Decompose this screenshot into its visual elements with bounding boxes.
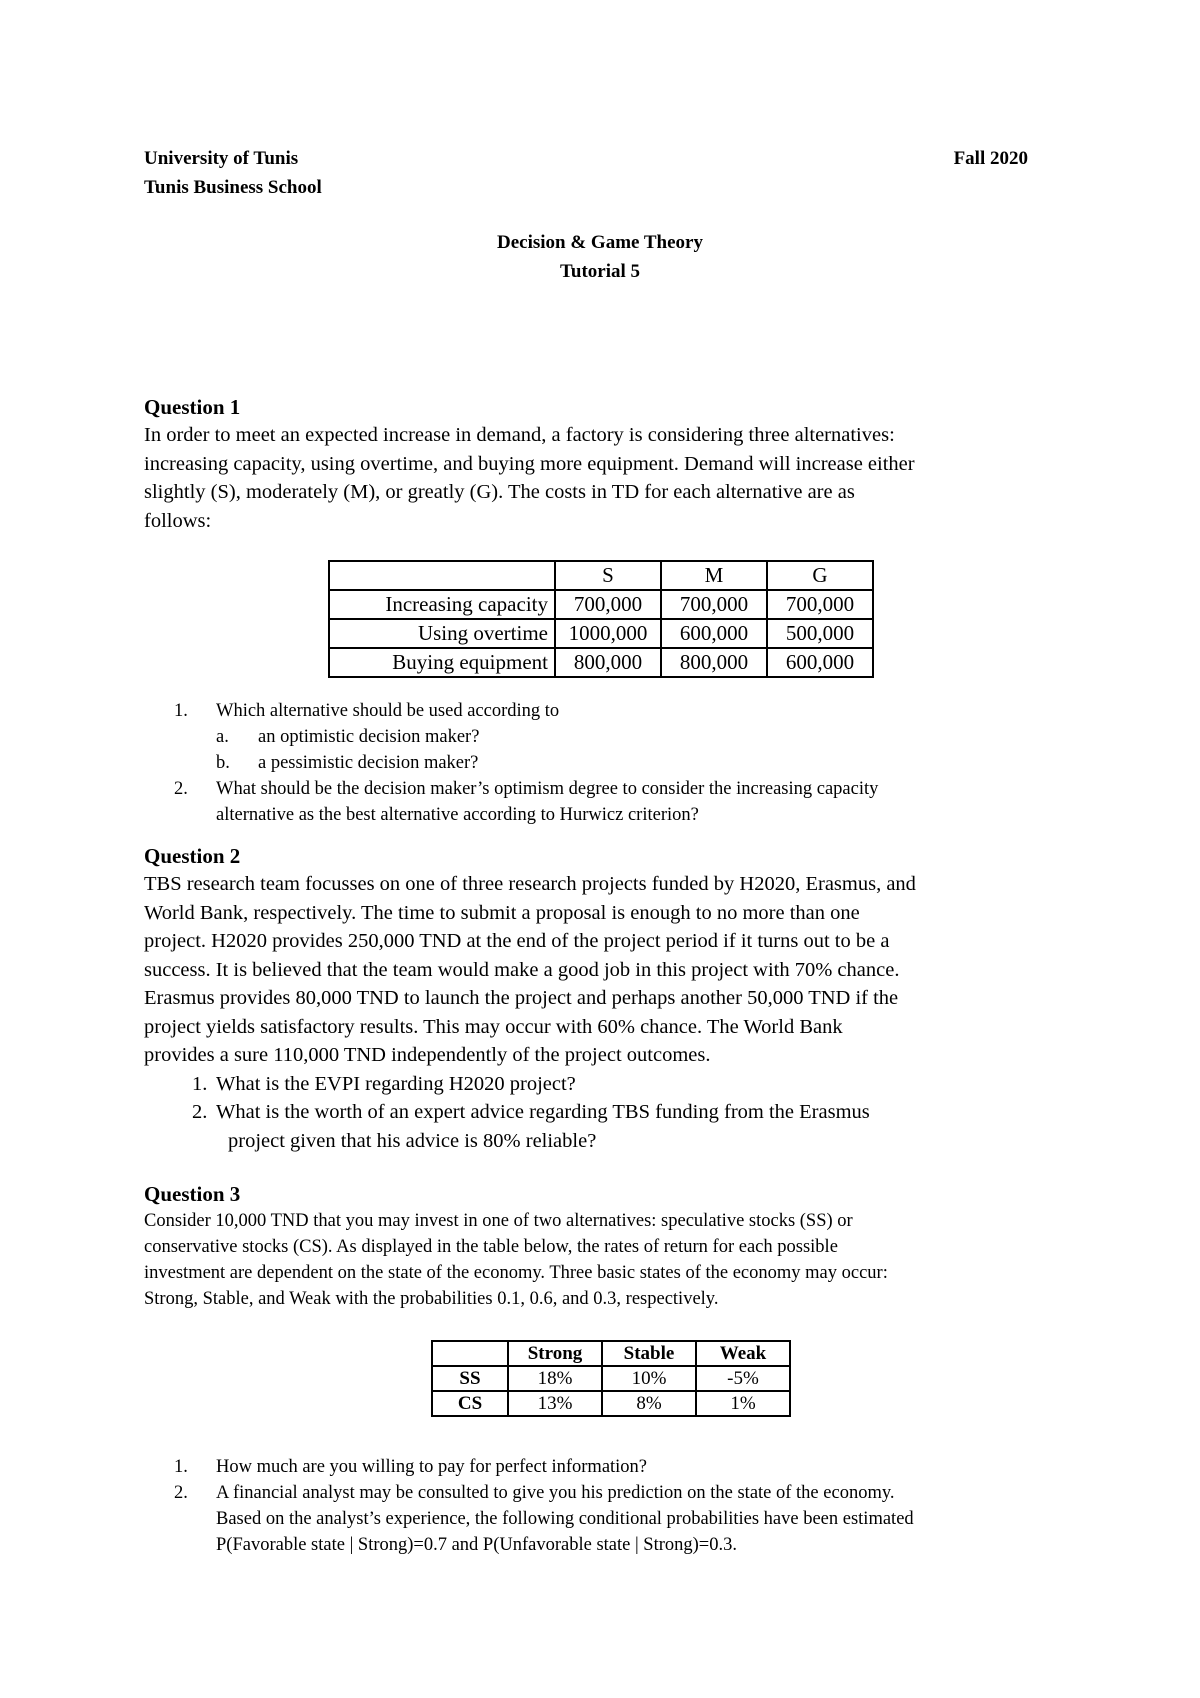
q1-intro-line: In order to meet an expected increase in demand, a factory is considering three alternatives: bbox=[144, 424, 895, 446]
q2-line: project. H2020 provides 250,000 TND at the end of the project period if it turns out to be a bbox=[144, 930, 890, 952]
term-label: Fall 2020 bbox=[953, 148, 1028, 169]
list-item bbox=[144, 1480, 1064, 1506]
table-cell: 13% bbox=[508, 1391, 602, 1416]
q3-line: investment are dependent on the state of the economy. Three basic states of the economy may occur: bbox=[144, 1263, 888, 1283]
q2-line: World Bank, respectively. The time to submit a proposal is enough to no more than one bbox=[144, 901, 860, 924]
list-item bbox=[144, 1098, 1064, 1127]
item-number: 2. bbox=[192, 1101, 208, 1123]
list-item bbox=[144, 1506, 1064, 1532]
table-cell: 500,000 bbox=[767, 619, 873, 648]
column-header: Weak bbox=[696, 1341, 790, 1366]
table-cell: -5% bbox=[696, 1366, 790, 1391]
list-item bbox=[144, 802, 1064, 828]
q3-line: Consider 10,000 TND that you may invest in one of two alternatives: speculative stocks (SS) or bbox=[144, 1211, 853, 1231]
question-3 bbox=[144, 1180, 1064, 1312]
item-text: Which alternative should be used according to bbox=[216, 701, 560, 721]
list-item bbox=[144, 776, 1064, 802]
course-title: Decision & Game Theory bbox=[497, 232, 703, 253]
question-2-heading: Question 2 bbox=[144, 844, 241, 868]
column-header: G bbox=[767, 561, 873, 590]
q2-line: success. It is believed that the team would make a good job in this project with 70% chance. bbox=[144, 958, 900, 981]
cost-table bbox=[328, 560, 874, 678]
q3-line: conservative stocks (CS). As displayed in the table below, the rates of return for each possible bbox=[144, 1237, 838, 1257]
table-cell: 800,000 bbox=[555, 648, 661, 677]
list-item bbox=[144, 1532, 1064, 1558]
list-item bbox=[144, 1454, 1064, 1480]
table-header-row bbox=[329, 561, 873, 590]
row-label: Using overtime bbox=[329, 619, 555, 648]
question-3-heading: Question 3 bbox=[144, 1182, 241, 1206]
row-label: CS bbox=[432, 1391, 508, 1416]
item-number: 2. bbox=[174, 1483, 188, 1503]
table-cell: 1% bbox=[696, 1391, 790, 1416]
question-2 bbox=[144, 842, 1064, 1155]
table-corner-cell bbox=[329, 561, 555, 590]
item-number: 1. bbox=[174, 701, 188, 721]
returns-table bbox=[431, 1340, 791, 1417]
header-left bbox=[144, 144, 322, 202]
item-number: 2. bbox=[174, 779, 188, 799]
table-header-row bbox=[432, 1341, 790, 1366]
table-corner-cell bbox=[432, 1341, 508, 1366]
question-1-heading: Question 1 bbox=[144, 395, 241, 419]
list-item bbox=[144, 724, 1064, 750]
item-number: 1. bbox=[192, 1072, 208, 1095]
q3-line: Strong, Stable, and Weak with the probabilities 0.1, 0.6, and 0.3, respectively. bbox=[144, 1289, 719, 1309]
item-text: a pessimistic decision maker? bbox=[258, 753, 479, 773]
item-text: an optimistic decision maker? bbox=[258, 727, 480, 747]
list-item bbox=[144, 1127, 1064, 1156]
q2-line: Erasmus provides 80,000 TND to launch the project and perhaps another 50,000 TND if the bbox=[144, 987, 899, 1009]
table-row bbox=[432, 1391, 790, 1416]
university-name: University of Tunis bbox=[144, 148, 299, 169]
list-item bbox=[144, 698, 1064, 724]
item-text: project given that his advice is 80% reliable? bbox=[228, 1129, 597, 1152]
q2-line: TBS research team focusses on one of three research projects funded by H2020, Erasmus, and bbox=[144, 873, 916, 895]
item-text: What is the worth of an expert advice regarding TBS funding from the Erasmus bbox=[216, 1101, 870, 1123]
question-3-items bbox=[144, 1454, 1064, 1558]
q1-intro-line: slightly (S), moderately (M), or greatly (G). The costs in TD for each alternative are as bbox=[144, 481, 855, 503]
column-header: S bbox=[555, 561, 661, 590]
table-cell: 8% bbox=[602, 1391, 696, 1416]
row-label: SS bbox=[432, 1366, 508, 1391]
item-text: How much are you willing to pay for perfect information? bbox=[216, 1457, 648, 1477]
item-number: a. bbox=[216, 727, 229, 747]
table-cell: 700,000 bbox=[661, 590, 767, 619]
table-cell: 700,000 bbox=[555, 590, 661, 619]
column-header: Strong bbox=[508, 1341, 602, 1366]
tutorial-title: Tutorial 5 bbox=[559, 261, 641, 282]
table-row bbox=[329, 619, 873, 648]
q2-line: project yields satisfactory results. This may occur with 60% chance. The World Bank bbox=[144, 1015, 843, 1038]
question-1 bbox=[144, 393, 1064, 535]
q1-intro-line: follows: bbox=[144, 509, 212, 532]
q2-line: provides a sure 110,000 TND independently of the project outcomes. bbox=[144, 1044, 711, 1066]
q1-intro-line: increasing capacity, using overtime, and buying more equipment. Demand will increase either bbox=[144, 452, 915, 475]
table-cell: 700,000 bbox=[767, 590, 873, 619]
table-cell: 10% bbox=[602, 1366, 696, 1391]
table-row bbox=[329, 590, 873, 619]
row-label: Buying equipment bbox=[329, 648, 555, 677]
table-cell: 1000,000 bbox=[555, 619, 661, 648]
item-text: Based on the analyst’s experience, the following conditional probabilities have been estimated bbox=[216, 1509, 914, 1529]
table-row bbox=[432, 1366, 790, 1391]
question-1-items bbox=[144, 698, 1064, 828]
item-text: What is the EVPI regarding H2020 project? bbox=[216, 1072, 576, 1095]
item-number: b. bbox=[216, 753, 230, 773]
item-number: 1. bbox=[174, 1457, 188, 1477]
table-cell: 18% bbox=[508, 1366, 602, 1391]
table-cell: 800,000 bbox=[661, 648, 767, 677]
row-label: Increasing capacity bbox=[329, 590, 555, 619]
item-text: alternative as the best alternative according to Hurwicz criterion? bbox=[216, 805, 699, 825]
list-item bbox=[144, 750, 1064, 776]
column-header: Stable bbox=[602, 1341, 696, 1366]
item-text: What should be the decision maker’s optimism degree to consider the increasing capacity bbox=[216, 779, 879, 799]
document-title bbox=[0, 228, 1200, 286]
school-name: Tunis Business School bbox=[144, 177, 322, 198]
table-cell: 600,000 bbox=[767, 648, 873, 677]
table-cell: 600,000 bbox=[661, 619, 767, 648]
item-text: P(Favorable state | Strong)=0.7 and P(Unfavorable state | Strong)=0.3. bbox=[216, 1535, 737, 1555]
table-row bbox=[329, 648, 873, 677]
item-text: A financial analyst may be consulted to give you his prediction on the state of the economy. bbox=[216, 1483, 895, 1503]
column-header: M bbox=[661, 561, 767, 590]
list-item bbox=[144, 1070, 1064, 1099]
